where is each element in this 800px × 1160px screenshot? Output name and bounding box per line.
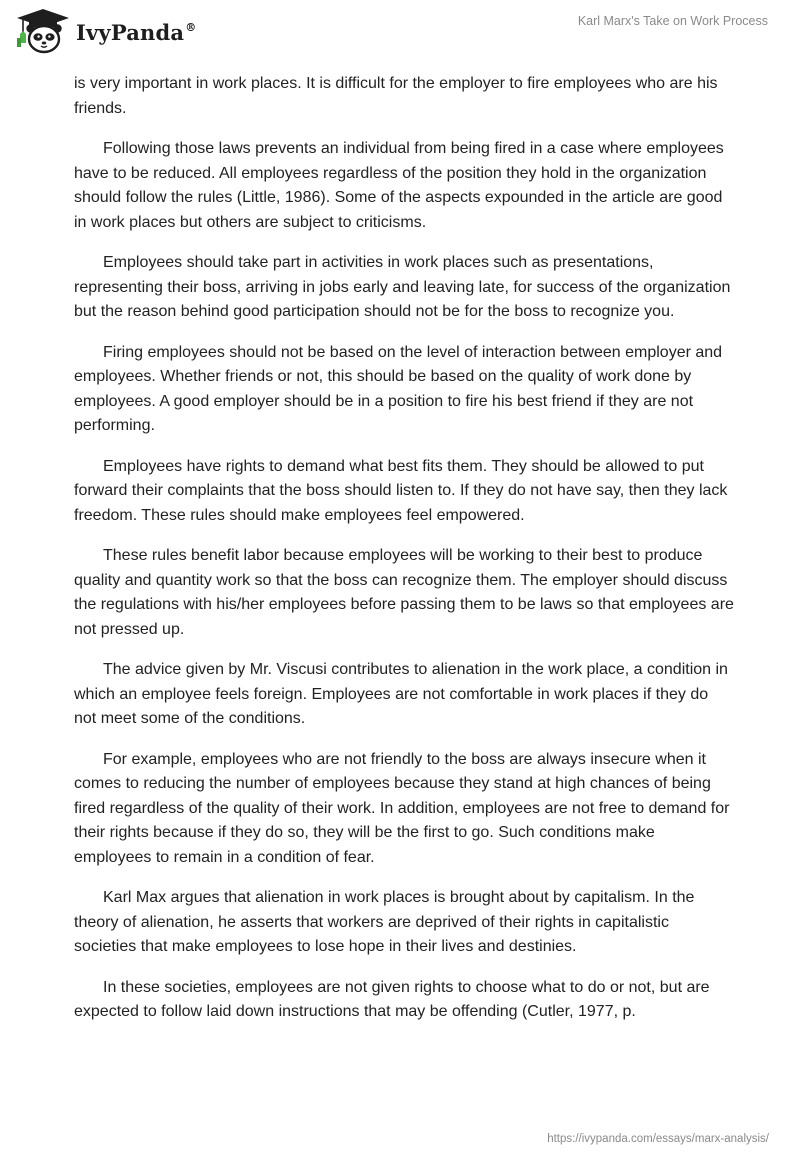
essay-body [74, 72, 734, 1041]
paragraph: Firing employees should not be based on the level of interaction between employer and employees. Whether friends or not, this should be based on the quality of work done by employees. A good employer should be in a position to fire his best friend if they are not performing. [74, 343, 723, 434]
paragraph: These rules benefit labor because employees will be working to their best to produce quality and quantity work so that the boss can recognize them. The employer should discuss the regulations with his/her employees before passing them to be laws so that employees are not pressed up. [74, 547, 734, 638]
paragraph: is very important in work places. It is difficult for the employer to fire employees who are his friends. [74, 75, 718, 117]
paragraph: Employees should take part in activities in work places such as presentations, representing their boss, arriving in jobs early and leaving late, for success of the organization but the reason behind good participation should not be for the boss to recognize you. [74, 254, 731, 320]
registered-mark: ® [185, 20, 197, 34]
source-url-link[interactable]: https://ivypanda.com/essays/marx-analysis/ [547, 1133, 769, 1145]
document-title: Karl Marx's Take on Work Process [577, 14, 768, 28]
paragraph: Employees have rights to demand what best fits them. They should be allowed to put forward their complaints that the boss should listen to. If they do not have say, then they lack freedom. These rules should make employees feel empowered. [74, 457, 728, 524]
ivypanda-logo[interactable] [14, 7, 196, 55]
paragraph: For example, employees who are not friendly to the boss are always insecure when it comes to reducing the number of employees because they stand at high chances of being fired regardless of the quality of their work. In addition, employees are not free to demand for their rights because if they do so, they will be the first to go. Such conditions make employees to remain in a condition of fear. [74, 750, 730, 866]
paragraph: In these societies, employees are not given rights to choose what to do or not, but are expected to follow laid down instructions that may be offending (Cutler, 1977, p. [74, 978, 710, 1020]
panda-graduate-icon [14, 7, 72, 55]
page-header [0, 0, 800, 62]
logo-text: IvyPanda® [76, 19, 197, 45]
paragraph: The advice given by Mr. Viscusi contributes to alienation in the work place, a condition in which an employee feels foreign. Employees are not comfortable in work places if they do not meet some of the conditions. [74, 661, 728, 727]
paragraph: Following those laws prevents an individual from being fired in a case where employees have to be reduced. All employees regardless of the position they hold in the organization should follow the rules (Little, 1986). Some of the aspects expounded in the article are good in work places but others are subject to criticisms. [74, 140, 724, 231]
paragraph: Karl Max argues that alienation in work places is brought about by capitalism. In the theory of alienation, he asserts that workers are deprived of their rights in capitalistic societies that make employees to lose hope in their lives and destinies. [74, 889, 695, 955]
